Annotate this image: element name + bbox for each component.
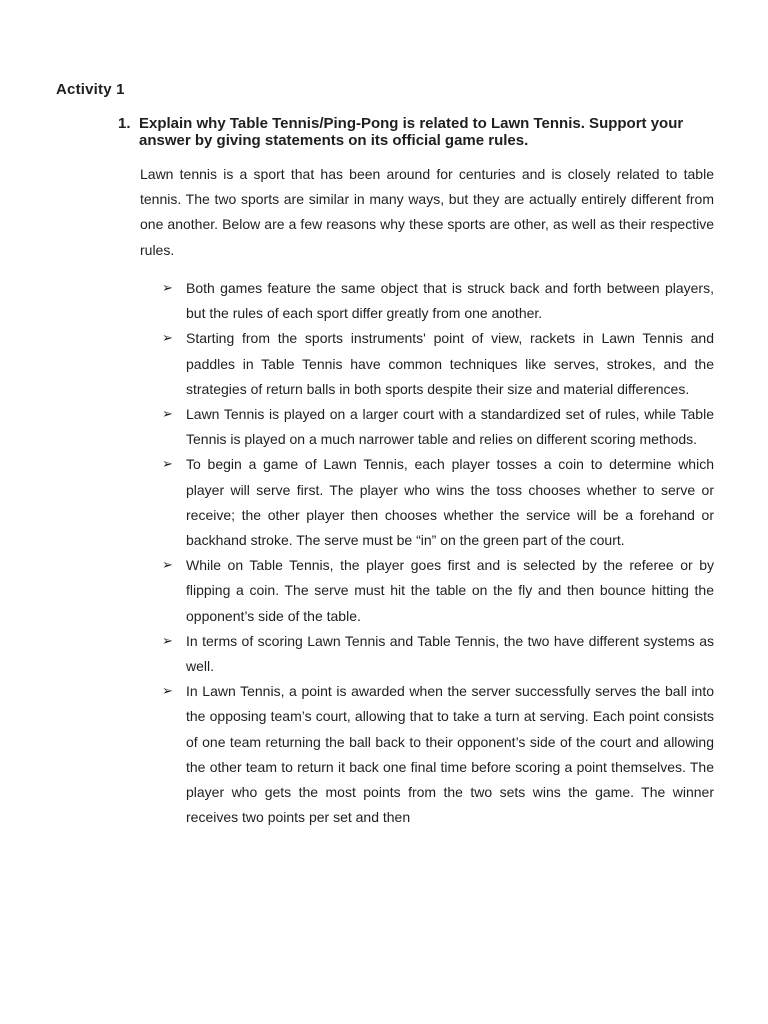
arrow-bullet-icon: ➢ xyxy=(162,407,173,423)
bullet-text: In Lawn Tennis, a point is awarded when the server successfully serves the ball into the opposing team’s court, allowing that to take a turn at serving. Each point consists of one team returning the ball back to their opponent’s side of the court and allowing the other team to return it back one final time before scoring a point themselves. The player who gets the most points from the two sets wins the game. The winner receives two points per set and then xyxy=(186,683,714,826)
bullet-text: While on Table Tennis, the player goes first and is selected by the referee or by flipping a coin. The serve must hit the table on the fly and then bounce hitting the opponent’s side of the table. xyxy=(186,557,714,624)
question-text: Explain why Table Tennis/Ping-Pong is related to Lawn Tennis. Support your answer by giving statements on its official game rules. xyxy=(139,115,684,149)
arrow-bullet-icon: ➢ xyxy=(162,457,173,473)
bullet-item xyxy=(162,629,714,679)
bullet-text: Starting from the sports instruments' point of view, rackets in Lawn Tennis and paddles in Table Tennis have common techniques like serves, strokes, and the strategies of return balls in both sports despite their size and material differences. xyxy=(186,330,714,397)
arrow-bullet-icon: ➢ xyxy=(162,331,173,347)
bullet-item xyxy=(162,326,714,402)
bullet-item xyxy=(162,276,714,326)
arrow-bullet-icon: ➢ xyxy=(162,281,173,296)
answer-bullet-list xyxy=(162,276,714,830)
answer-intro-paragraph: Lawn tennis is a sport that has been around for centuries and is closely related to table tennis. The two sports are similar in many ways, but they are actually entirely different from one another. Below are a few reasons why these sports are other, as well as their respective rules. xyxy=(140,166,714,258)
question-number: 1. xyxy=(118,115,131,132)
bullet-item xyxy=(162,553,714,629)
activity-heading: Activity 1 xyxy=(56,81,125,98)
arrow-bullet-icon: ➢ xyxy=(162,558,173,574)
bullet-text: Lawn Tennis is played on a larger court with a standardized set of rules, while Table Tennis is played on a much narrower table and relies on different scoring methods. xyxy=(186,406,714,448)
bullet-item xyxy=(162,402,714,452)
arrow-bullet-icon: ➢ xyxy=(162,633,173,649)
bullet-text: In terms of scoring Lawn Tennis and Table Tennis, the two have different systems as well. xyxy=(186,632,714,675)
bullet-item xyxy=(162,679,714,830)
bullet-text: To begin a game of Lawn Tennis, each player tosses a coin to determine which player will serve first. The player who wins the toss chooses whether to serve or receive; the other player then chooses whether the service will be a forehand or backhand stroke. The serve must be “in” on the green part of the court. xyxy=(186,456,714,549)
bullet-text: Both games feature the same object that is struck back and forth between players, but the rules of each sport differ greatly from one another. xyxy=(186,280,714,322)
bullet-item xyxy=(162,452,714,553)
arrow-bullet-icon: ➢ xyxy=(162,684,173,700)
